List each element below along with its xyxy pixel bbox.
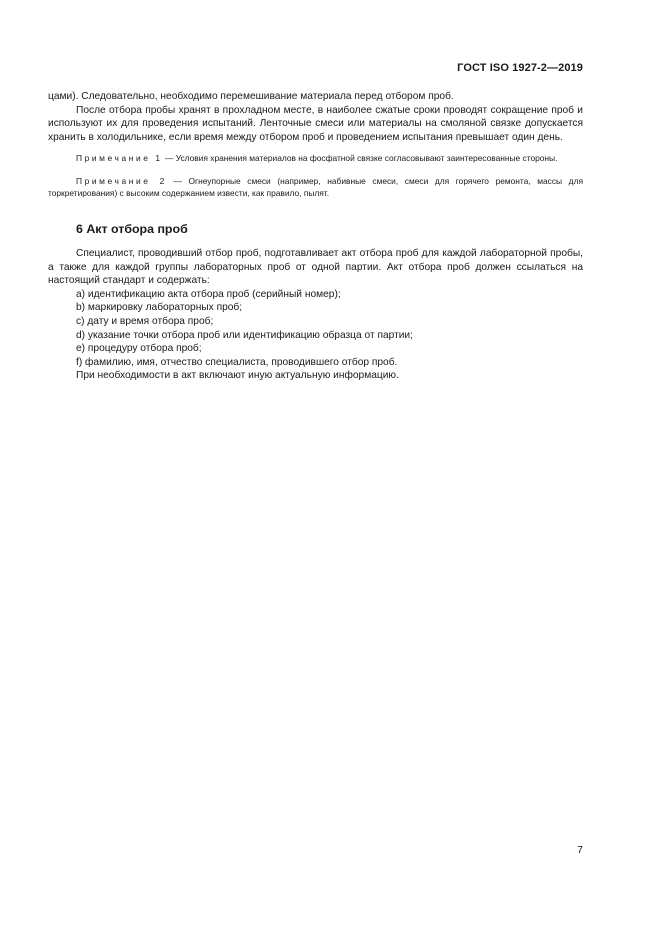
section-intro: Специалист, проводивший отбор проб, подготавливает акт отбора проб для каждой лабораторной пробы, а также для каждой группы лабораторных проб от одной партии. Акт отбора проб должен ссылаться на настоящий стандарт и содержать: [48, 247, 583, 287]
section-closing: При необходимости в акт включают иную актуальную информацию. [76, 370, 399, 382]
list-item: c) дату и время отбора проб; [76, 315, 214, 327]
note-1 [48, 152, 583, 164]
note-2-text: — Огнеупорные смеси (например, набивные смеси, смеси для горячего ремонта, массы для торкретирования) с высоким содержанием извести, как правило, пылят. [48, 176, 583, 199]
list-item: f) фамилию, имя, отчество специалиста, проводившего отбор проб. [76, 356, 398, 368]
requirements-list [48, 288, 583, 370]
list-item: a) идентификацию акта отбора проб (серийный номер); [76, 288, 341, 300]
section-heading: 6 Акт отбора проб [76, 222, 188, 237]
page-number: 7 [577, 844, 583, 856]
note-2 [48, 175, 583, 199]
page-content [48, 90, 583, 383]
note-2-label: Примечание 2 [76, 176, 167, 187]
paragraph-continuation: цами). Следовательно, необходимо перемешивание материала перед отбором проб. [48, 91, 454, 102]
list-item: d) указание точки отбора проб или идентификацию образца от партии; [76, 329, 413, 341]
list-item: e) процедуру отбора проб; [76, 343, 202, 355]
document-code-header: ГОСТ ISO 1927-2—2019 [457, 62, 583, 74]
paragraph-storage: После отбора пробы хранят в прохладном месте, в наиболее сжатые сроки проводят сокращение проб и используют их для проведения испытаний. Ленточные смеси или материалы на смоляной связке допускается хранить в холодильнике, если время между отбором проб и проведением испытания превышает один день. [48, 104, 583, 143]
note-1-label: Примечание 1 [76, 153, 163, 164]
list-item: b) маркировку лабораторных проб; [76, 302, 243, 314]
note-1-text: — Условия хранения материалов на фосфатной связке согласовывают заинтересованные стороны. [162, 153, 558, 164]
